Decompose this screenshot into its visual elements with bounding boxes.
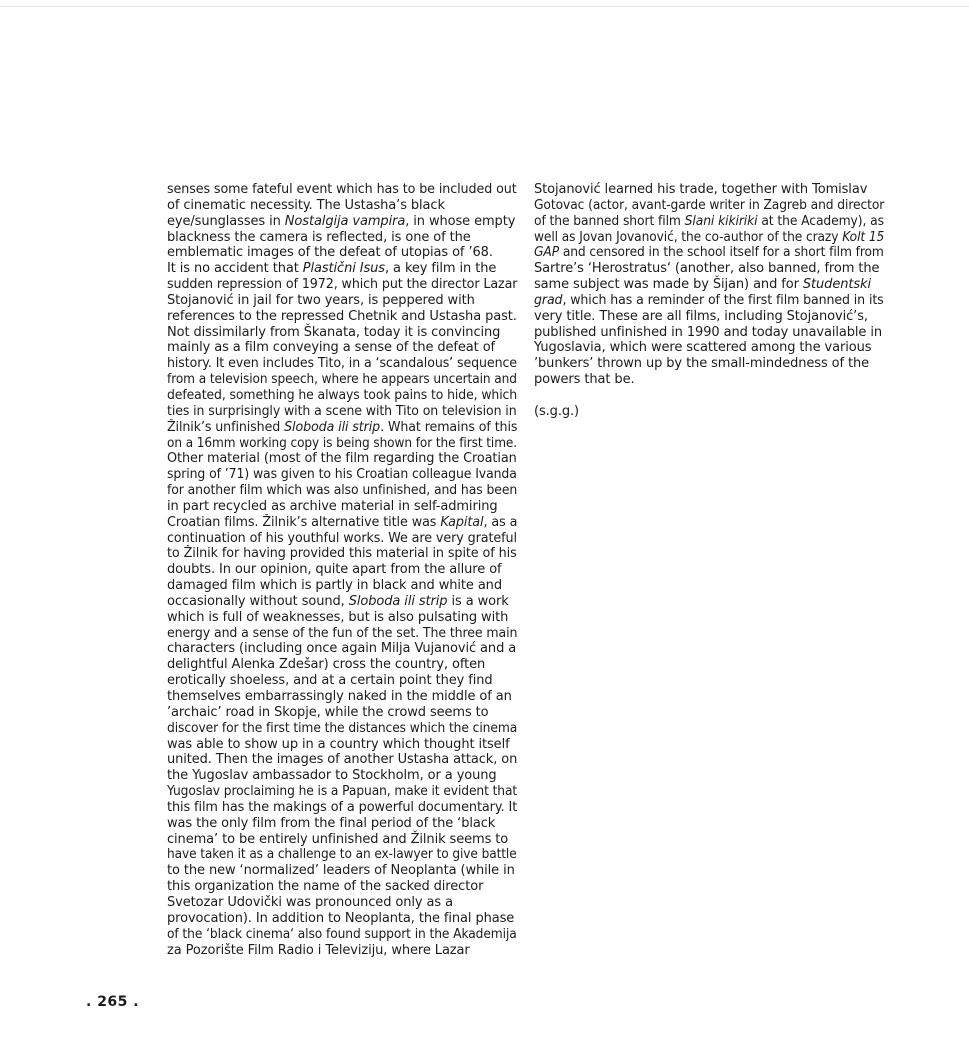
text-line bbox=[167, 245, 517, 261]
text-run: at the Academy), as bbox=[757, 213, 884, 229]
text-run: mainly as a film conveying a sense of the defeat of bbox=[167, 340, 496, 356]
text-line bbox=[534, 229, 885, 246]
text-line bbox=[534, 325, 884, 341]
text-line bbox=[167, 720, 518, 737]
text-run: the Yugoslav ambassador to Stockholm, or a young bbox=[167, 768, 497, 784]
text-line bbox=[534, 292, 884, 309]
text-run: , as a bbox=[483, 514, 518, 530]
text-run: on a 16mm working copy is being shown for the first time. bbox=[167, 435, 518, 451]
text-line bbox=[167, 847, 517, 863]
text-run: of the banned short film bbox=[534, 213, 685, 229]
italic-title: Plastični Isus bbox=[302, 261, 385, 277]
text-line bbox=[534, 372, 884, 388]
italic-title: GAP bbox=[534, 245, 560, 261]
text-line bbox=[167, 372, 517, 388]
text-run: , in whose empty bbox=[405, 213, 516, 229]
text-run: Sartre’s ‘Herostratus‘ (another, also banned, from the bbox=[534, 261, 880, 277]
text-line bbox=[167, 943, 517, 959]
text-run: is a work bbox=[447, 593, 509, 609]
paragraph-gap bbox=[534, 388, 884, 404]
italic-title: Sloboda ili strip bbox=[284, 419, 381, 435]
text-run: cinema’ to be entirely unfinished and Žilnik seems to bbox=[167, 831, 509, 847]
text-line bbox=[167, 673, 517, 689]
text-line bbox=[167, 293, 517, 309]
text-line bbox=[534, 261, 884, 277]
left-text-column bbox=[167, 182, 517, 958]
text-run: Stojanović learned his trade, together with Tomislav bbox=[534, 182, 868, 197]
text-run: Yugoslavia, which were scattered among the various bbox=[534, 340, 872, 356]
text-line bbox=[167, 768, 517, 784]
text-line bbox=[167, 737, 517, 753]
text-run: erotically shoeless, and at a certain point they find bbox=[167, 673, 493, 689]
text-line bbox=[167, 230, 517, 246]
text-line bbox=[167, 261, 517, 277]
text-line bbox=[167, 198, 517, 214]
text-line bbox=[534, 340, 884, 356]
text-run: to the new ‘normalized’ leaders of Neoplanta (while in bbox=[167, 863, 515, 879]
text-run: and censored in the school itself for a short film from bbox=[559, 245, 884, 261]
text-run: powers that be. bbox=[534, 372, 635, 388]
right-column-body bbox=[534, 182, 884, 388]
text-run: blackness the camera is reflected, is one of the bbox=[167, 229, 471, 245]
text-run: Gotovac (actor, avant-garde writer in Zagreb and director bbox=[534, 197, 885, 213]
text-run: same subject was made by Šijan) and for bbox=[534, 277, 803, 293]
text-run: discover for the first time the distances which the cinema bbox=[167, 720, 518, 736]
text-run: of the ‘black cinema‘ also found support in the Akademija bbox=[167, 926, 517, 942]
text-line bbox=[534, 245, 884, 261]
text-line bbox=[534, 309, 884, 325]
text-line bbox=[167, 419, 518, 436]
text-line bbox=[167, 911, 517, 927]
text-run: Other material (most of the film regarding the Croatian bbox=[167, 451, 517, 467]
text-line bbox=[167, 625, 518, 642]
text-run: defeated, something he always took pains to hide, which bbox=[167, 387, 518, 403]
text-run: ’archaic’ road in Skopje, while the crowd seems to bbox=[167, 704, 489, 720]
text-run: this film has the makings of a powerful documentary. It bbox=[167, 799, 518, 815]
text-line bbox=[167, 499, 517, 515]
text-line bbox=[167, 641, 517, 657]
text-line bbox=[534, 356, 884, 372]
text-run: , a key film in the bbox=[384, 261, 497, 277]
text-line bbox=[167, 387, 518, 404]
text-run: have taken it as a challenge to an ex-lawyer to give battle bbox=[167, 847, 517, 863]
text-run: of cinematic necessity. The Ustasha’s black bbox=[167, 197, 445, 213]
text-run: this organization the name of the sacked director bbox=[167, 879, 484, 895]
text-line bbox=[167, 863, 517, 879]
text-run: , which has a reminder of the first film banned in its bbox=[562, 292, 884, 308]
text-line bbox=[167, 926, 517, 943]
text-run: ’bunkers’ thrown up by the small-mindedness of the bbox=[534, 356, 870, 372]
text-line bbox=[167, 483, 518, 499]
top-edge-rule bbox=[0, 6, 969, 7]
text-line bbox=[167, 832, 517, 848]
text-line bbox=[167, 816, 517, 832]
text-line bbox=[534, 213, 884, 230]
text-run: was able to show up in a country which thought itself bbox=[167, 736, 510, 752]
italic-title: Sloboda ili strip bbox=[348, 593, 448, 609]
text-line bbox=[167, 657, 517, 673]
text-line bbox=[167, 277, 518, 293]
text-line bbox=[167, 594, 517, 610]
text-run: Svetozar Udovički was pronounced only as a bbox=[167, 894, 453, 910]
right-text-column bbox=[534, 182, 884, 420]
text-line bbox=[167, 435, 518, 452]
text-run: was the only film from the final period of the ‘black bbox=[167, 815, 496, 831]
text-run: occasionally without sound, bbox=[167, 593, 349, 609]
text-run: published unfinished in 1990 and today unavailable in bbox=[534, 324, 882, 340]
text-run: damaged film which is partly in black and white and bbox=[167, 578, 502, 594]
text-line bbox=[167, 705, 517, 721]
text-run: from a television speech, where he appears uncertain and bbox=[167, 372, 517, 388]
italic-title: Nostalgija vampira bbox=[284, 213, 406, 229]
text-line bbox=[167, 214, 517, 230]
text-run: Stojanović in jail for two years, is peppered with bbox=[167, 292, 475, 308]
text-line bbox=[534, 197, 885, 214]
text-line bbox=[167, 562, 517, 578]
text-run: It is no accident that bbox=[167, 261, 303, 277]
text-run: provocation). In addition to Neoplanta, the final phase bbox=[167, 910, 515, 926]
text-run: to Žilnik for having provided this material in spite of his bbox=[167, 546, 517, 562]
text-run: continuation of his youthful works. We are very grateful bbox=[167, 530, 517, 546]
text-run: doubts. In our opinion, quite apart from the allure of bbox=[167, 562, 502, 578]
text-run: sudden repression of 1972, which put the director Lazar bbox=[167, 277, 518, 293]
text-run: well as Jovan Jovanović, the co-author of the crazy bbox=[534, 229, 843, 245]
text-line bbox=[167, 309, 517, 325]
text-line bbox=[167, 689, 517, 705]
text-run: for another film which was also unfinished, and has been bbox=[167, 483, 518, 499]
text-run: . What remains of this bbox=[380, 419, 518, 435]
text-line bbox=[167, 752, 516, 768]
italic-title: Kolt 15 bbox=[842, 229, 885, 245]
text-line bbox=[167, 610, 517, 626]
text-line bbox=[167, 182, 517, 198]
text-run: Yugoslav proclaiming he is a Papuan, make it evident that bbox=[167, 784, 518, 800]
text-line bbox=[167, 799, 518, 816]
text-line bbox=[534, 182, 884, 198]
text-line bbox=[167, 879, 517, 895]
page-number: . 265 . bbox=[86, 994, 140, 1010]
text-run: eye/sunglasses in bbox=[167, 213, 285, 229]
text-run: Žilnik’s unfinished bbox=[167, 419, 285, 435]
text-line bbox=[167, 895, 517, 911]
text-run: which is full of weaknesses, but is also pulsating with bbox=[167, 609, 509, 625]
text-line bbox=[534, 277, 884, 293]
text-line bbox=[167, 578, 517, 594]
text-run: characters (including once again Milja Vujanović and a bbox=[167, 641, 517, 657]
italic-title: Studentski bbox=[802, 277, 871, 293]
text-line bbox=[167, 467, 517, 483]
text-run: themselves embarrassingly naked in the middle of an bbox=[167, 689, 512, 704]
text-run: history. It even includes Tito, in a ‘scandalous’ sequence bbox=[167, 356, 517, 372]
italic-title: Slani kikiriki bbox=[684, 213, 758, 229]
text-run: spring of ’71) was given to his Croatian colleague Ivanda bbox=[167, 467, 517, 483]
italic-title: grad bbox=[534, 292, 563, 308]
text-line bbox=[167, 325, 517, 341]
text-run: za Pozorište Film Radio i Televiziju, where Lazar bbox=[167, 942, 470, 958]
text-run: delightful Alenka Zdešar) cross the country, often bbox=[167, 657, 486, 673]
text-run: very title. These are all films, including Stojanović’s, bbox=[534, 308, 868, 324]
text-line bbox=[167, 451, 517, 467]
text-run: Not dissimilarly from Škanata, today it is convincing bbox=[167, 324, 501, 340]
text-run: energy and a sense of the fun of the set. The three main bbox=[167, 625, 518, 641]
text-run: senses some fateful event which has to be included out bbox=[167, 182, 517, 197]
text-line bbox=[167, 403, 517, 420]
text-line bbox=[167, 530, 517, 547]
text-run: united. Then the images of another Ustasha attack, on bbox=[167, 752, 518, 768]
text-run: Croatian films. Žilnik’s alternative title was bbox=[167, 514, 441, 530]
text-run: references to the repressed Chetnik and Ustasha past. bbox=[167, 308, 517, 324]
text-line bbox=[167, 546, 517, 562]
text-line bbox=[167, 340, 517, 356]
text-line bbox=[167, 356, 517, 372]
italic-title: Kapital bbox=[440, 514, 484, 530]
author-initials: (s.g.g.) bbox=[534, 403, 580, 419]
text-line bbox=[167, 784, 518, 800]
text-run: emblematic images of the defeat of utopias of ’68. bbox=[167, 245, 493, 261]
text-line bbox=[167, 514, 518, 531]
text-run: in part recycled as archive material in self-admiring bbox=[167, 498, 498, 514]
text-run: ties in surprisingly with a scene with Tito on television in bbox=[167, 403, 517, 419]
